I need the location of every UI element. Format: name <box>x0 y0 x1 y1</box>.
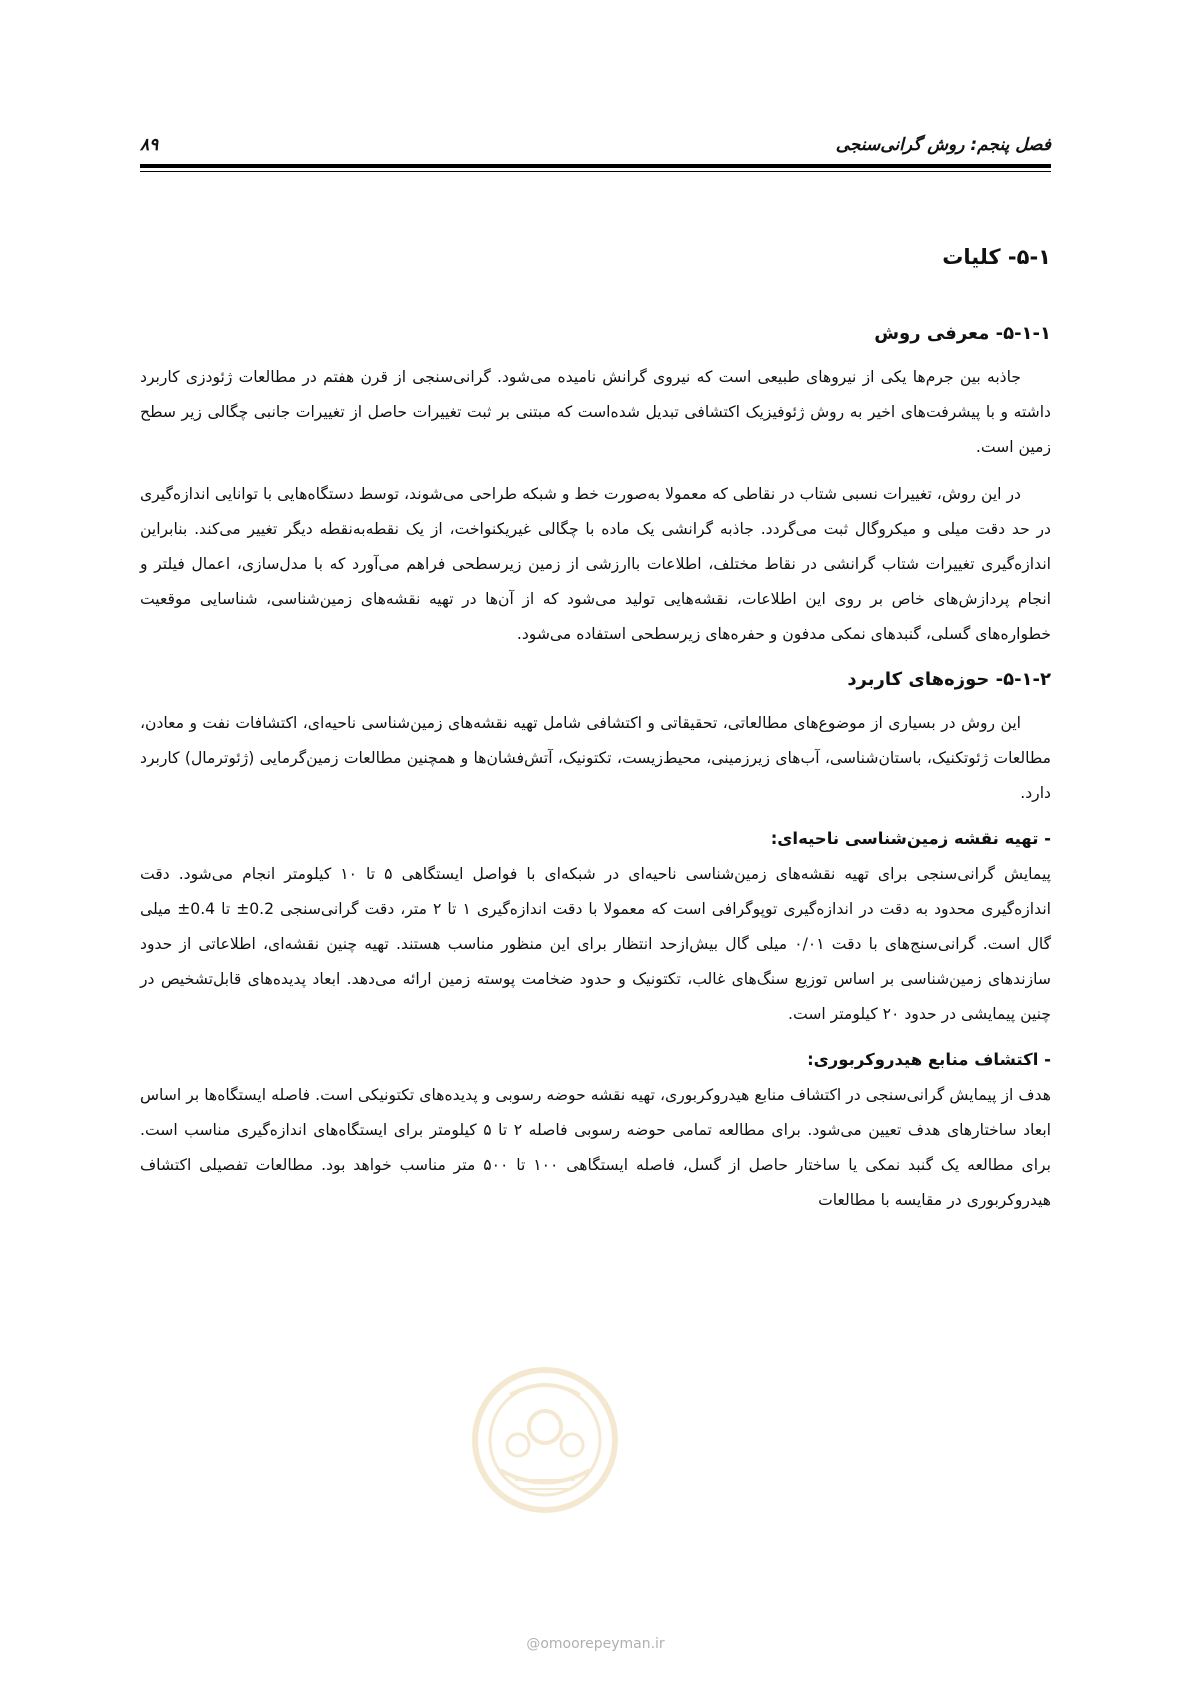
gravity-precision-value: ±0.2 <box>236 900 275 918</box>
text-run: میلی گال است. گرانی‌سنج‌های با دقت ۰/۰۱ میلی گال بیش‌ازحد انتظار برای این منظور مناسب هستند. تهیه چنین نقشه‌ای، اطلاعاتی از حدود سازندهای زمین‌شناسی بر اساس توزیع سنگ‌های غالب، تکتونیک و حدود ضخامت پوسته زمین ارائه می‌دهد. ابعاد پدیده‌های قابل‌تشخیص در چنین پیمایشی در حدود ۲۰ کیلومتر است. <box>140 900 1051 1023</box>
text-run: تا <box>215 900 237 918</box>
subsection-title: ۵-۱-۲- حوزه‌های کاربرد <box>847 669 1051 690</box>
page-number: ۸۹ <box>140 135 159 155</box>
watermark-seal-icon <box>470 1365 620 1515</box>
header-rule-thick <box>140 164 1051 168</box>
chapter-title: فصل پنجم: روش گرانی‌سنجی <box>835 135 1051 155</box>
subsection-title: ۵-۱-۱- معرفی روش <box>874 323 1051 344</box>
running-header <box>140 130 1051 160</box>
gravity-precision-value: ±0.4 <box>177 900 216 918</box>
paragraph: این روش در بسیاری از موضوع‌های مطالعاتی، تحقیقاتی و اکتشافی شامل تهیه نقشه‌های زمین‌شناسی ناحیه‌ای، اکتشافات نفت و معادن، مطالعات ژئوتکنیک، باستان‌شناسی، آب‌های زیرزمینی، محیط‌زیست، تکتونیک، آتش‌فشان‌ها و همچنین مطالعات زمین‌گرمایی (ژئوترمال) کاربرد دارد. <box>140 714 1051 802</box>
bullet-paragraph <box>140 857 1051 1032</box>
bullet-heading: - تهیه نقشه زمین‌شناسی ناحیه‌ای: <box>770 829 1051 848</box>
watermark-url: @omoorepeyman.ir <box>526 1636 665 1652</box>
text-run: پیمایش گرانی‌سنجی برای تهیه نقشه‌های زمین‌شناسی ناحیه‌ای در شبکه‌ای با فواصل ایستگاهی ۵ تا ۱۰ کیلومتر انجام می‌شود. دقت اندازه‌گیری محدود به دقت در اندازه‌گیری توپوگرافی است که معمولا با دقت اندازه‌گیری ۱ تا ۲ متر، دقت گرانی‌سنجی <box>140 865 1051 918</box>
bullet-paragraph: هدف از پیمایش گرانی‌سنجی در اکتشاف منابع هیدروکربوری، تهیه نقشه حوضه رسوبی و پدیده‌های تکتونیکی است. فاصله ایستگاه‌ها بر اساس ابعاد ساختارهای هدف تعیین می‌شود. برای مطالعه تمامی حوضه رسوبی فاصله ۲ تا ۵ کیلومتر برای ایستگاه‌های اندازه‌گیری مناسب است. برای مطالعه یک گنبد نمکی یا ساختار حاصل از گسل، فاصله ایستگاهی ۱۰۰ تا ۵۰۰ متر مناسب خواهد بود. مطالعات تفصیلی اکتشاف هیدروکربوری در مقایسه با مطالعات <box>140 1086 1051 1209</box>
section-title: ۵-۱- کلیات <box>942 245 1051 269</box>
paragraph: در این روش، تغییرات نسبی شتاب در نقاطی که معمولا به‌صورت خط و شبکه طراحی می‌شوند، توسط دستگاه‌هایی با توانایی اندازه‌گیری در حد دقت میلی و میکروگال ثبت می‌گردد. جاذبه گرانشی یک ماده با چگالی غیریکنواخت، از یک نقطه‌به‌نقطه دیگر تغییر می‌کند. بنابراین اندازه‌گیری تغییرات شتاب گرانشی در نقاط مختلف، اطلاعات باارزشی از زمین زیرسطحی فراهم می‌آورد که با مدل‌سازی، اعمال فیلتر و انجام پردازش‌های خاص بر روی این اطلاعات، نقشه‌هایی تولید می‌شود که از آن‌ها در تهیه نقشه‌های زمین‌شناسی، شناسایی موقعیت خطواره‌های گسلی، گنبدهای نمکی مدفون و حفره‌های زیرسطحی استفاده می‌شود. <box>140 485 1051 643</box>
header-rule-thin <box>140 171 1051 172</box>
page-content <box>140 240 1051 1230</box>
paragraph: جاذبه بین جرم‌ها یکی از نیروهای طبیعی است که نیروی گرانش نامیده می‌شود. گرانی‌سنجی از قرن هفتم در مطالعات ژئودزی کاربرد داشته و با پیشرفت‌های اخیر به روش ژئوفیزیک اکتشافی تبدیل شده‌است که مبتنی بر ثبت تغییرات حاصل از تغییرات جانبی چگالی زیر سطح زمین است. <box>140 368 1051 456</box>
bullet-heading: - اکتشاف منابع هیدروکربوری: <box>807 1050 1051 1069</box>
